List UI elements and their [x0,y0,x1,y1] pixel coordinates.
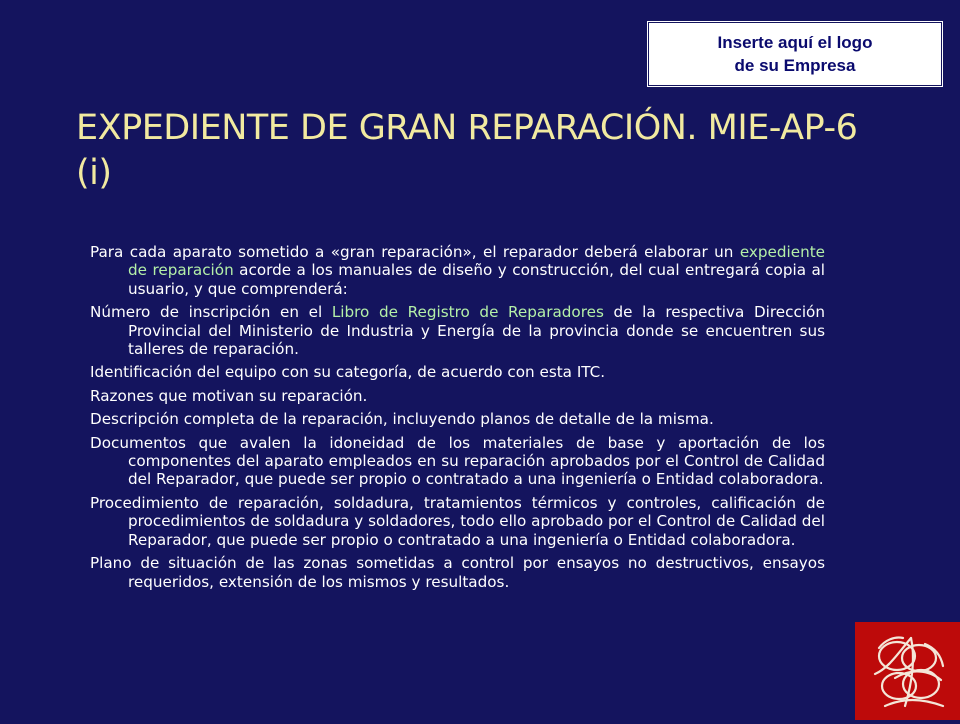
list-item: Descripción completa de la reparación, incluyendo planos de detalle de la misma. [90,410,714,429]
logo-placeholder [648,22,942,86]
highlight-term: expediente de reparación [128,243,825,280]
list-item: Procedimiento de reparación, soldadura, tratamientos térmicos y controles, calificación de procedimientos de soldadura y soldadores, todo ello aprobado por el Control de Calidad del Reparador, que puede ser propio o contratado a una ingeniería o Entidad colaboradora. [90,493,825,549]
list-item [90,303,825,358]
logo-placeholder-line1: Inserte aquí el logo [717,33,873,52]
paragraph-text: Número de inscripción en el [90,303,332,322]
list-item: Plano de situación de las zonas sometidas a control por ensayos no destructivos, ensayos requeridos, extensión de los mismos y resultados. [90,554,825,591]
list-item: Razones que motivan su reparación. [90,386,368,405]
logo-placeholder-line2: de su Empresa [734,56,856,75]
paragraph-text: Para cada aparato sometido a «gran reparación», el reparador deberá elaborar un [90,243,740,261]
list-item: Documentos que avalen la idoneidad de los materiales de base y aportación de los componentes del aparato empleados en su reparación aprobados por el Control de Calidad del Reparador, que puede ser propio o contratado a una ingeniería o Entidad colaboradora. [90,433,825,489]
monogram-emblem-icon [855,622,960,720]
highlight-term: Libro de Registro de Reparadores [331,303,604,322]
body-text-list [90,243,825,596]
paragraph-text: de la respectiva Dirección Provincial del Ministerio de Industria y Energía de la provincia donde se encuentren sus talleres de reparación. [128,303,825,359]
paragraph-text: acorde a los manuales de diseño y construcción, del cual entregará copia al usuario, y que comprenderá: [128,261,825,298]
slide-title: EXPEDIENTE DE GRAN REPARACIÓN. MIE-AP-6 (i) [76,108,858,193]
list-item [90,243,825,298]
list-item: Identificación del equipo con su categoría, de acuerdo con esta ITC. [90,363,606,382]
monogram-emblem-graphic [855,622,960,720]
